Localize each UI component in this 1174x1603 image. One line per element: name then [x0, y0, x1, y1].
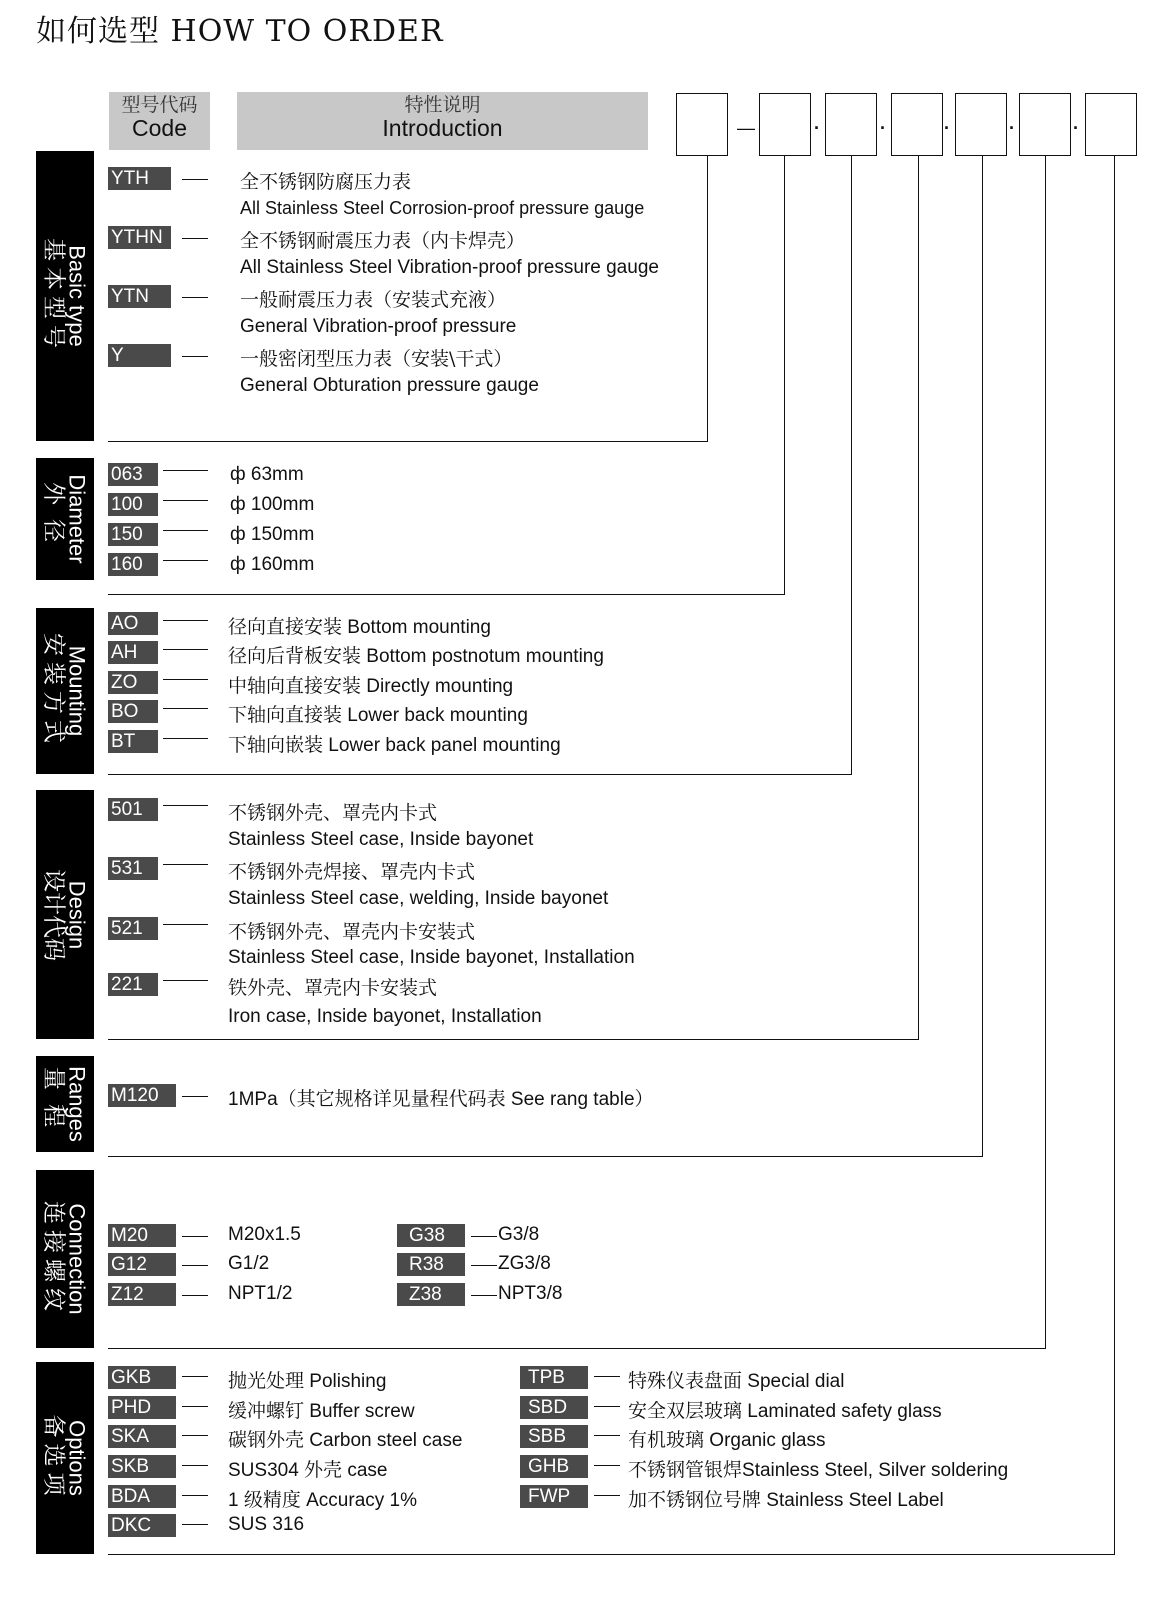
order-box-ranges [955, 93, 1007, 156]
code-dash [182, 297, 208, 298]
item-text: NPT3/8 [498, 1283, 563, 1304]
code-dash [594, 1465, 620, 1466]
connector-options [1114, 155, 1115, 1554]
item-text: ф 63mm [230, 464, 304, 485]
item-text [228, 730, 561, 757]
order-box-mounting [825, 93, 877, 156]
item-zh: 下轴向嵌装 [228, 734, 324, 756]
connector-connection [1045, 155, 1046, 1348]
code-dash [182, 356, 208, 357]
code-badge: Z12 [108, 1283, 176, 1306]
code-dash [163, 708, 208, 709]
code-badge: ZO [108, 671, 158, 694]
section-label-en: Basic type [64, 245, 90, 347]
item-zh: 不锈钢外壳焊接、罩壳内卡式 [228, 861, 476, 883]
item-zh: 缓冲螺钉 [228, 1400, 305, 1422]
code-badge: TPB [520, 1366, 588, 1389]
item-en: Stainless Steel, Silver soldering [742, 1460, 1009, 1481]
code-badge: BT [108, 730, 158, 753]
section-label-zh: 安装方式 [40, 633, 67, 749]
item-text [228, 671, 513, 698]
connector-connection-h [108, 1348, 1046, 1349]
item-zh: 铁外壳、罩壳内卡安装式 [228, 977, 438, 999]
item-zh: 抛光处理 [228, 1370, 305, 1392]
order-box-connection [1019, 93, 1071, 156]
page-title: 如何选型 HOW TO ORDER [36, 14, 444, 49]
code-badge: 150 [108, 523, 158, 546]
item-text: ф 150mm [230, 524, 315, 545]
section-label-zh: 外径 [40, 482, 67, 556]
code-badge: 501 [108, 798, 158, 821]
code-dash [182, 1524, 208, 1525]
order-separator: · [1073, 118, 1079, 138]
item-text: G3/8 [498, 1224, 540, 1245]
code-dash [163, 470, 208, 471]
item-en: Stainless Steel Label [766, 1490, 944, 1511]
item-en: Iron case, Inside bayonet, Installation [228, 1006, 542, 1027]
item-text: ZG3/8 [498, 1253, 551, 1274]
code-dash [594, 1435, 620, 1436]
item-zh: 中轴向直接安装 [228, 675, 362, 697]
item-en: Lower back panel mounting [328, 735, 561, 756]
item-en: Bottom postnotum mounting [366, 646, 604, 667]
code-badge: Y [108, 344, 171, 367]
code-badge: YTHN [108, 226, 171, 249]
code-dash [163, 500, 208, 501]
code-badge: M120 [108, 1084, 176, 1107]
item-text [228, 612, 491, 639]
code-dash [163, 560, 208, 561]
section-label-diameter [36, 458, 94, 580]
item-en: Organic glass [709, 1430, 826, 1451]
item-zh: 全不锈钢防腐压力表 [240, 171, 412, 193]
item-zh: 径向直接安装 [228, 616, 343, 638]
code-dash [471, 1236, 497, 1237]
order-separator: · [814, 118, 820, 138]
section-label-zh: 量程 [40, 1067, 67, 1141]
item-en: All Stainless Steel Vibration-proof pressure gauge [240, 257, 659, 278]
item-text: ф 100mm [230, 494, 315, 515]
item-zh: 不锈钢外壳、罩壳内卡安装式 [228, 921, 476, 943]
code-dash [182, 1406, 208, 1407]
code-badge: 100 [108, 493, 158, 516]
intro-header-zh: 特性说明 [404, 94, 481, 116]
item-en: Bottom mounting [347, 617, 491, 638]
code-dash [182, 1376, 208, 1377]
connector-mounting [851, 155, 852, 774]
order-box-diameter [759, 93, 811, 156]
item-text: NPT1/2 [228, 1283, 293, 1304]
section-label-zh: 备选项 [40, 1414, 67, 1502]
item-text: 1MPa（其它规格详见量程代码表 See rang table） [228, 1089, 654, 1110]
item-text [628, 1366, 844, 1393]
section-label-ranges [36, 1056, 94, 1152]
item-text [628, 1455, 1008, 1482]
code-dash [163, 530, 208, 531]
code-badge: BO [108, 700, 158, 723]
item-text: 1 级精度 Accuracy 1% [228, 1490, 417, 1511]
code-badge: SBD [520, 1396, 588, 1419]
connector-design-h [108, 1039, 919, 1040]
item-en: Buffer screw [309, 1401, 415, 1422]
item-text [628, 1485, 944, 1512]
code-badge: YTN [108, 285, 171, 308]
code-dash [163, 620, 208, 621]
order-separator: · [880, 118, 886, 138]
item-en: All Stainless Steel Corrosion-proof pressure gauge [240, 198, 645, 218]
section-label-en: Mounting [64, 645, 90, 737]
section-label-en: Diameter [64, 474, 90, 564]
code-dash [182, 238, 208, 239]
code-dash [182, 1295, 208, 1296]
section-label-en: Connection [64, 1203, 90, 1315]
section-label-zh: 基本型号 [40, 238, 67, 354]
code-dash [163, 805, 208, 806]
code-badge: SKB [108, 1455, 176, 1478]
item-zh: 安全双层玻璃 [628, 1400, 743, 1422]
code-badge: AO [108, 612, 158, 635]
code-badge: FWP [520, 1485, 588, 1508]
code-badge: G12 [108, 1253, 176, 1276]
code-badge: 160 [108, 553, 158, 576]
code-dash [182, 1465, 208, 1466]
order-separator: · [1009, 118, 1015, 138]
order-separator: — [737, 118, 755, 138]
order-box-basic [676, 93, 728, 156]
item-en: Directly mounting [366, 676, 514, 697]
connector-basic-h [108, 441, 708, 442]
code-dash [163, 864, 208, 865]
item-text [228, 1366, 386, 1393]
item-en: Stainless Steel case, Inside bayonet, Installation [228, 947, 635, 968]
connector-diameter [784, 155, 785, 594]
code-dash [594, 1495, 620, 1496]
item-zh: 特殊仪表盘面 [628, 1370, 743, 1392]
section-label-en: Ranges [64, 1066, 90, 1142]
code-dash [163, 738, 208, 739]
code-dash [471, 1265, 497, 1266]
section-label-basic [36, 151, 94, 441]
item-zh: 不锈钢管银焊 [628, 1459, 743, 1481]
item-zh: 一般密闭型压力表（安装\干式） [240, 348, 513, 370]
code-header-en: Code [132, 114, 187, 141]
item-en: Special dial [747, 1371, 845, 1392]
code-dash [182, 1236, 208, 1237]
order-box-options [1085, 93, 1137, 156]
item-text [228, 700, 528, 727]
code-dash [163, 649, 208, 650]
item-en: General Vibration-proof pressure [240, 316, 517, 337]
code-dash [471, 1295, 497, 1296]
code-badge: R38 [397, 1253, 465, 1276]
item-text: G1/2 [228, 1253, 270, 1274]
section-label-design [36, 790, 94, 1039]
code-badge: M20 [108, 1224, 176, 1247]
section-label-options [36, 1362, 94, 1554]
item-zh: 径向后背板安装 [228, 645, 362, 667]
item-text: SUS 316 [228, 1514, 305, 1535]
item-en: General Obturation pressure gauge [240, 375, 539, 396]
item-text [228, 1396, 415, 1423]
item-en: Lower back mounting [347, 705, 528, 726]
code-dash [163, 980, 208, 981]
code-badge: SBB [520, 1425, 588, 1448]
item-text [228, 1425, 462, 1452]
code-badge: DKC [108, 1514, 176, 1537]
code-dash [182, 1495, 208, 1496]
code-badge: PHD [108, 1396, 176, 1419]
code-dash [182, 1096, 208, 1097]
code-dash [163, 679, 208, 680]
item-text [228, 641, 604, 668]
item-text: ф 160mm [230, 554, 315, 575]
section-label-en: Options [64, 1420, 90, 1496]
code-dash [594, 1376, 620, 1377]
item-en: Carbon steel case [309, 1430, 463, 1451]
code-header [109, 92, 210, 150]
code-dash [182, 1265, 208, 1266]
item-text [628, 1425, 825, 1452]
code-dash [163, 924, 208, 925]
item-zh: 全不锈钢耐震压力表（内卡焊壳） [240, 230, 526, 252]
code-dash [182, 179, 208, 180]
section-label-en: Design [64, 880, 90, 949]
intro-header-en: Introduction [382, 114, 503, 141]
item-text [628, 1396, 942, 1423]
code-dash [594, 1406, 620, 1407]
item-zh: 碳钢外壳 [228, 1429, 305, 1451]
code-badge: 063 [108, 463, 158, 486]
code-badge: AH [108, 641, 158, 664]
connector-diameter-h [108, 594, 785, 595]
item-zh: 有机玻璃 [628, 1429, 705, 1451]
item-en: Polishing [309, 1371, 387, 1392]
item-text: M20x1.5 [228, 1224, 301, 1245]
code-header-zh: 型号代码 [121, 94, 198, 116]
connector-design [918, 155, 919, 1039]
intro-header [237, 92, 648, 150]
section-label-zh: 设计代码 [40, 868, 67, 961]
item-en: Laminated safety glass [747, 1401, 942, 1422]
code-badge: Z38 [397, 1283, 465, 1306]
item-zh: 一般耐震压力表（安装式充液） [240, 289, 507, 311]
connector-options-h [108, 1554, 1115, 1555]
section-label-mounting [36, 608, 94, 774]
code-badge: GHB [520, 1455, 588, 1478]
connector-ranges [982, 155, 983, 1156]
code-badge: SKA [108, 1425, 176, 1448]
connector-basic [707, 155, 708, 441]
code-badge: 531 [108, 857, 158, 880]
item-en: Stainless Steel case, Inside bayonet [228, 829, 534, 850]
connector-ranges-h [108, 1156, 983, 1157]
code-badge: G38 [397, 1224, 465, 1247]
connector-mounting-h [108, 774, 852, 775]
code-badge: GKB [108, 1366, 176, 1389]
code-badge: YTH [108, 167, 171, 190]
code-badge: BDA [108, 1485, 176, 1508]
item-en: Stainless Steel case, welding, Inside bayonet [228, 888, 609, 909]
order-separator: · [944, 118, 950, 138]
code-badge: 521 [108, 917, 158, 940]
order-box-design [891, 93, 943, 156]
code-badge: 221 [108, 973, 158, 996]
item-zh: 不锈钢外壳、罩壳内卡式 [228, 802, 438, 824]
item-zh: 加不锈钢位号牌 [628, 1489, 762, 1511]
section-label-zh: 连接螺纹 [40, 1201, 67, 1317]
section-label-connection [36, 1170, 94, 1348]
code-dash [182, 1435, 208, 1436]
item-text: SUS304 外壳 case [228, 1460, 388, 1481]
item-zh: 下轴向直接装 [228, 704, 343, 726]
